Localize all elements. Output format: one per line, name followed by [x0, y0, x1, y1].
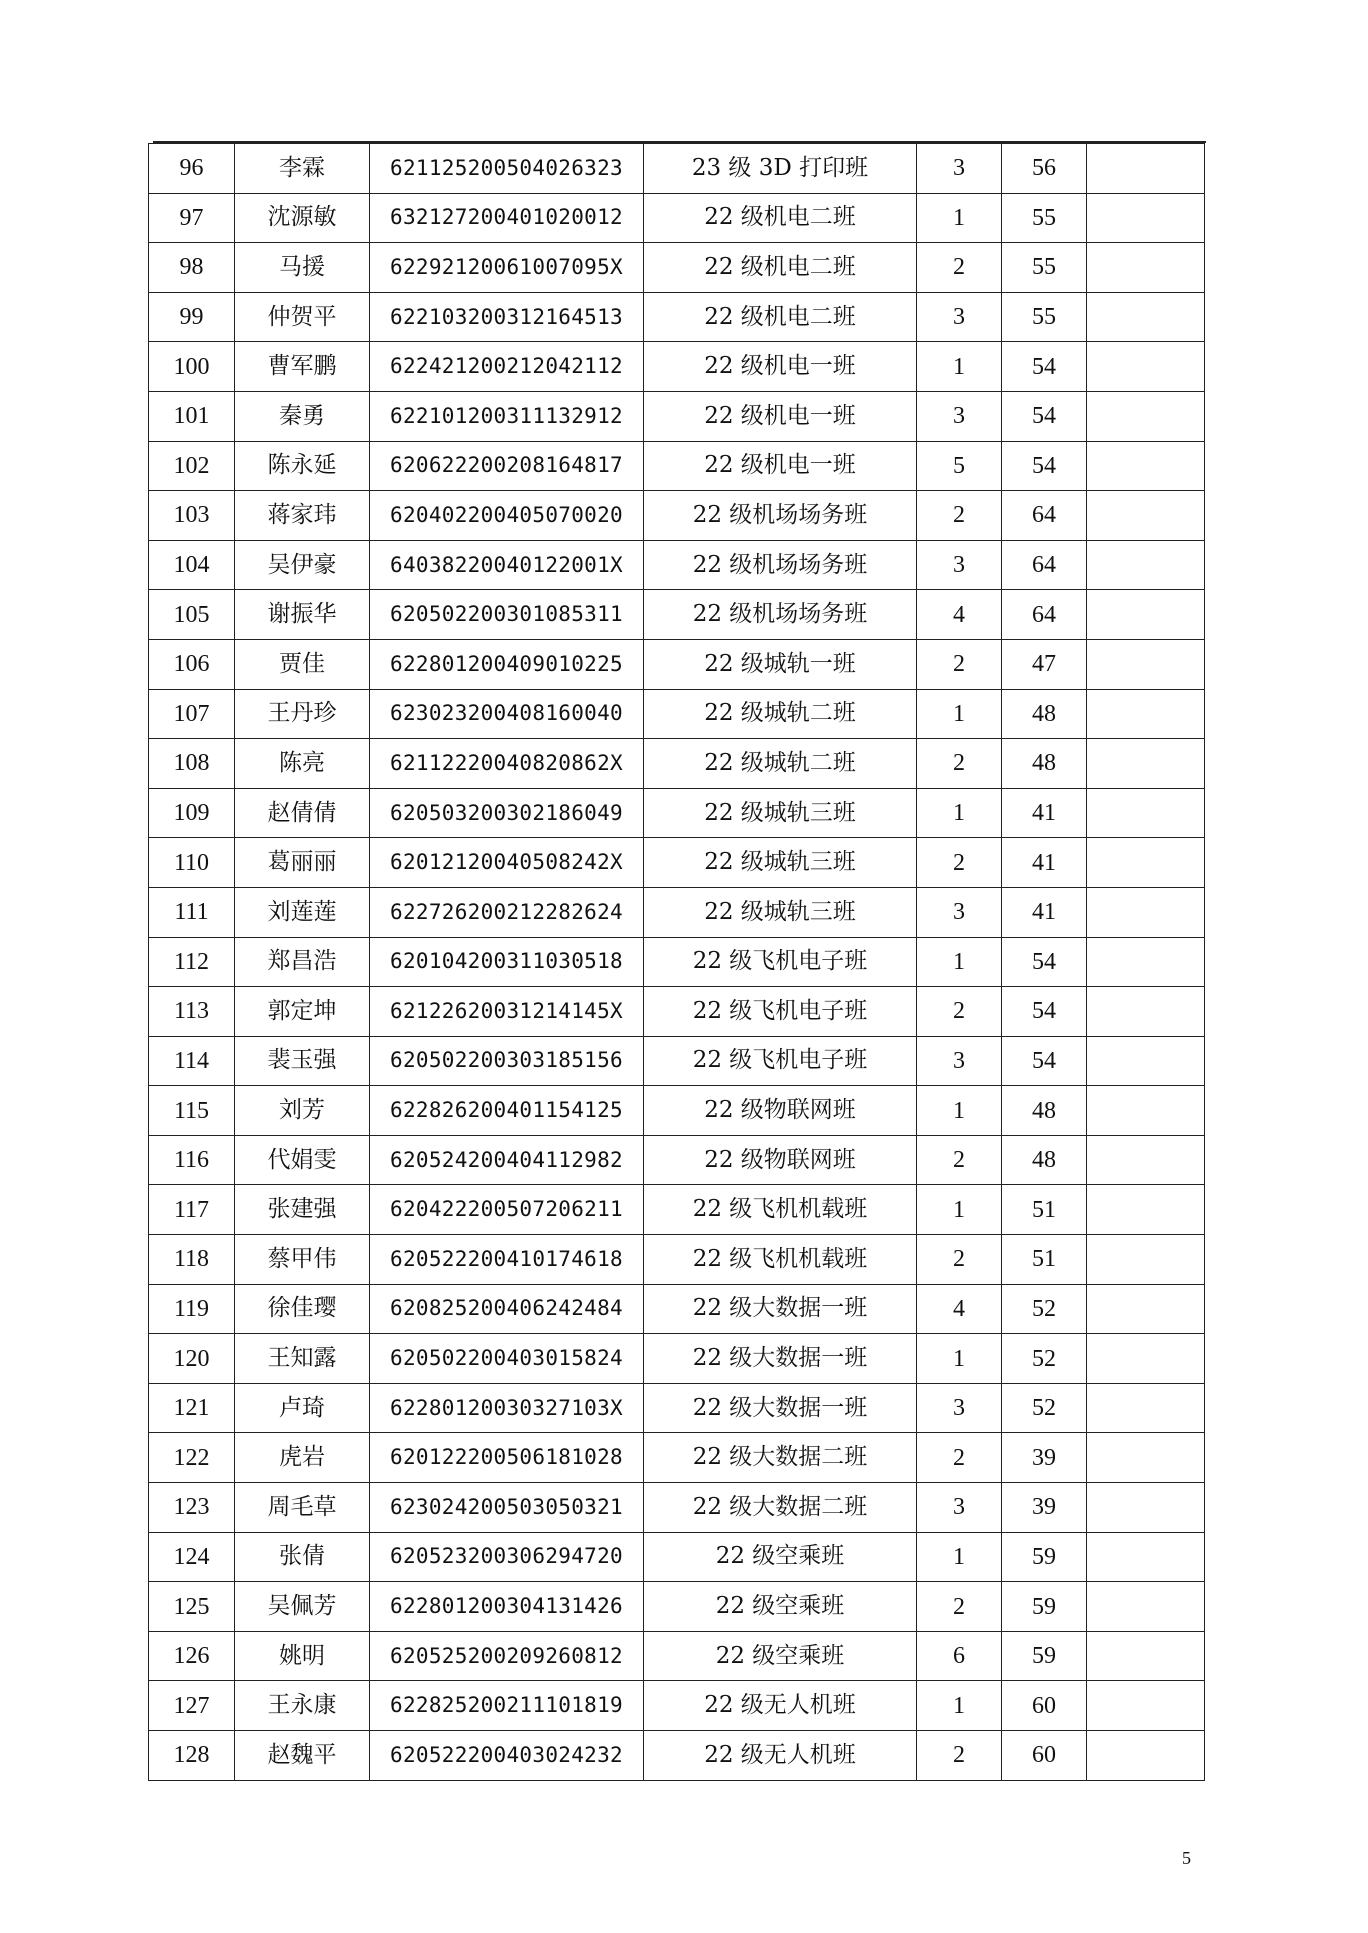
class-name-cell: 22 级机场场务班 [644, 491, 917, 541]
score-cell: 60 [1002, 1731, 1087, 1781]
remark-cell [1087, 1483, 1205, 1533]
table-row [149, 788, 1205, 838]
id-number-cell: 620522200403024232 [370, 1731, 644, 1781]
table-row [149, 193, 1205, 243]
table-row [149, 937, 1205, 987]
table-row [149, 441, 1205, 491]
score-cell: 48 [1002, 1135, 1087, 1185]
score-cell: 54 [1002, 391, 1087, 441]
class-name-cell: 22 级机场场务班 [644, 590, 917, 640]
row-number-cell: 122 [149, 1433, 235, 1483]
class-name-cell: 22 级大数据二班 [644, 1483, 917, 1533]
id-number-cell: 620524200404112982 [370, 1135, 644, 1185]
student-name-cell: 郭定坤 [235, 987, 370, 1037]
student-name-cell: 张倩 [235, 1532, 370, 1582]
table-row [149, 391, 1205, 441]
class-name-cell: 22 级空乘班 [644, 1631, 917, 1681]
student-name-cell: 王知露 [235, 1334, 370, 1384]
id-number-cell: 620522200410174618 [370, 1235, 644, 1285]
rank-cell: 2 [917, 838, 1002, 888]
score-cell: 52 [1002, 1383, 1087, 1433]
rank-cell: 3 [917, 540, 1002, 590]
score-cell: 39 [1002, 1483, 1087, 1533]
score-cell: 48 [1002, 739, 1087, 789]
class-name-cell: 22 级机电二班 [644, 292, 917, 342]
table-row [149, 1532, 1205, 1582]
rank-cell: 2 [917, 1433, 1002, 1483]
row-number-cell: 97 [149, 193, 235, 243]
class-name-cell: 22 级大数据二班 [644, 1433, 917, 1483]
table-row [149, 243, 1205, 293]
score-cell: 59 [1002, 1532, 1087, 1582]
score-cell: 51 [1002, 1185, 1087, 1235]
rank-cell: 3 [917, 1036, 1002, 1086]
student-name-cell: 卢琦 [235, 1383, 370, 1433]
remark-cell [1087, 391, 1205, 441]
remark-cell [1087, 1631, 1205, 1681]
rank-cell: 4 [917, 1284, 1002, 1334]
row-number-cell: 100 [149, 342, 235, 392]
class-name-cell: 22 级物联网班 [644, 1086, 917, 1136]
rank-cell: 1 [917, 342, 1002, 392]
id-number-cell: 622103200312164513 [370, 292, 644, 342]
class-name-cell: 22 级机电一班 [644, 391, 917, 441]
row-number-cell: 127 [149, 1681, 235, 1731]
rank-cell: 4 [917, 590, 1002, 640]
student-name-cell: 蔡甲伟 [235, 1235, 370, 1285]
remark-cell [1087, 243, 1205, 293]
table-row [149, 1433, 1205, 1483]
row-number-cell: 104 [149, 540, 235, 590]
student-name-cell: 贾佳 [235, 639, 370, 689]
row-number-cell: 102 [149, 441, 235, 491]
table-row [149, 1135, 1205, 1185]
student-name-cell: 陈永延 [235, 441, 370, 491]
row-number-cell: 106 [149, 639, 235, 689]
student-name-cell: 赵倩倩 [235, 788, 370, 838]
class-name-cell: 22 级城轨二班 [644, 739, 917, 789]
rank-cell: 2 [917, 739, 1002, 789]
student-name-cell: 曹军鹏 [235, 342, 370, 392]
rank-cell: 1 [917, 193, 1002, 243]
class-name-cell: 22 级大数据一班 [644, 1334, 917, 1384]
remark-cell [1087, 1185, 1205, 1235]
id-number-cell: 620525200209260812 [370, 1631, 644, 1681]
student-name-cell: 徐佳璎 [235, 1284, 370, 1334]
row-number-cell: 126 [149, 1631, 235, 1681]
student-name-cell: 赵魏平 [235, 1731, 370, 1781]
class-name-cell: 23 级 3D 打印班 [644, 144, 917, 194]
score-cell: 52 [1002, 1284, 1087, 1334]
row-number-cell: 111 [149, 887, 235, 937]
table-row [149, 689, 1205, 739]
score-cell: 59 [1002, 1582, 1087, 1632]
table-row [149, 739, 1205, 789]
remark-cell [1087, 689, 1205, 739]
remark-cell [1087, 1681, 1205, 1731]
student-name-cell: 吴佩芳 [235, 1582, 370, 1632]
rank-cell: 1 [917, 1086, 1002, 1136]
id-number-cell: 620825200406242484 [370, 1284, 644, 1334]
id-number-cell: 62122620031214145X [370, 987, 644, 1037]
table-row [149, 1284, 1205, 1334]
student-name-cell: 秦勇 [235, 391, 370, 441]
student-name-cell: 裴玉强 [235, 1036, 370, 1086]
id-number-cell: 622826200401154125 [370, 1086, 644, 1136]
class-name-cell: 22 级城轨二班 [644, 689, 917, 739]
rank-cell: 2 [917, 639, 1002, 689]
class-name-cell: 22 级空乘班 [644, 1532, 917, 1582]
remark-cell [1087, 887, 1205, 937]
student-name-cell: 吴伊豪 [235, 540, 370, 590]
row-number-cell: 121 [149, 1383, 235, 1433]
row-number-cell: 105 [149, 590, 235, 640]
rank-cell: 3 [917, 144, 1002, 194]
id-number-cell: 62280120030327103X [370, 1383, 644, 1433]
table-row [149, 1086, 1205, 1136]
student-name-cell: 王永康 [235, 1681, 370, 1731]
class-name-cell: 22 级无人机班 [644, 1681, 917, 1731]
row-number-cell: 118 [149, 1235, 235, 1285]
row-number-cell: 115 [149, 1086, 235, 1136]
class-name-cell: 22 级飞机机载班 [644, 1235, 917, 1285]
score-cell: 54 [1002, 1036, 1087, 1086]
table-row [149, 342, 1205, 392]
student-name-cell: 谢振华 [235, 590, 370, 640]
class-name-cell: 22 级飞机电子班 [644, 1036, 917, 1086]
table-row [149, 1483, 1205, 1533]
remark-cell [1087, 1135, 1205, 1185]
student-name-cell: 张建强 [235, 1185, 370, 1235]
class-name-cell: 22 级机电二班 [644, 243, 917, 293]
remark-cell [1087, 144, 1205, 194]
table-row [149, 1731, 1205, 1781]
row-number-cell: 108 [149, 739, 235, 789]
rank-cell: 6 [917, 1631, 1002, 1681]
score-cell: 55 [1002, 292, 1087, 342]
id-number-cell: 623023200408160040 [370, 689, 644, 739]
table-row [149, 838, 1205, 888]
row-number-cell: 103 [149, 491, 235, 541]
table-row [149, 144, 1205, 194]
id-number-cell: 632127200401020012 [370, 193, 644, 243]
table-row [149, 491, 1205, 541]
remark-cell [1087, 1235, 1205, 1285]
table-row [149, 1383, 1205, 1433]
score-cell: 41 [1002, 887, 1087, 937]
remark-cell [1087, 491, 1205, 541]
score-cell: 64 [1002, 540, 1087, 590]
table-row [149, 1631, 1205, 1681]
class-name-cell: 22 级大数据一班 [644, 1284, 917, 1334]
table-row [149, 590, 1205, 640]
rank-cell: 3 [917, 1383, 1002, 1433]
score-cell: 64 [1002, 491, 1087, 541]
student-name-cell: 蒋家玮 [235, 491, 370, 541]
rank-cell: 2 [917, 243, 1002, 293]
id-number-cell: 622726200212282624 [370, 887, 644, 937]
table-row [149, 1582, 1205, 1632]
page-number: 5 [1182, 1848, 1191, 1868]
row-number-cell: 99 [149, 292, 235, 342]
table-row [149, 1681, 1205, 1731]
table-row [149, 987, 1205, 1037]
row-number-cell: 113 [149, 987, 235, 1037]
rank-cell: 3 [917, 391, 1002, 441]
id-number-cell: 62112220040820862X [370, 739, 644, 789]
score-cell: 51 [1002, 1235, 1087, 1285]
score-cell: 54 [1002, 937, 1087, 987]
table-row [149, 887, 1205, 937]
student-name-cell: 刘莲莲 [235, 887, 370, 937]
score-cell: 55 [1002, 243, 1087, 293]
score-cell: 41 [1002, 788, 1087, 838]
id-number-cell: 620402200405070020 [370, 491, 644, 541]
id-number-cell: 62292120061007095X [370, 243, 644, 293]
remark-cell [1087, 1284, 1205, 1334]
class-name-cell: 22 级城轨一班 [644, 639, 917, 689]
rank-cell: 2 [917, 987, 1002, 1037]
student-name-cell: 刘芳 [235, 1086, 370, 1136]
remark-cell [1087, 1532, 1205, 1582]
class-name-cell: 22 级飞机机载班 [644, 1185, 917, 1235]
id-number-cell: 620502200403015824 [370, 1334, 644, 1384]
row-number-cell: 116 [149, 1135, 235, 1185]
remark-cell [1087, 838, 1205, 888]
remark-cell [1087, 292, 1205, 342]
student-name-cell: 马援 [235, 243, 370, 293]
table-row [149, 1036, 1205, 1086]
class-name-cell: 22 级无人机班 [644, 1731, 917, 1781]
rank-cell: 2 [917, 491, 1002, 541]
remark-cell [1087, 1582, 1205, 1632]
id-number-cell: 620503200302186049 [370, 788, 644, 838]
id-number-cell: 622801200304131426 [370, 1582, 644, 1632]
id-number-cell: 620104200311030518 [370, 937, 644, 987]
id-number-cell: 620523200306294720 [370, 1532, 644, 1582]
score-cell: 54 [1002, 342, 1087, 392]
score-cell: 48 [1002, 689, 1087, 739]
score-cell: 55 [1002, 193, 1087, 243]
id-number-cell: 620422200507206211 [370, 1185, 644, 1235]
class-name-cell: 22 级机场场务班 [644, 540, 917, 590]
id-number-cell: 620622200208164817 [370, 441, 644, 491]
class-name-cell: 22 级城轨三班 [644, 838, 917, 888]
row-number-cell: 98 [149, 243, 235, 293]
id-number-cell: 623024200503050321 [370, 1483, 644, 1533]
student-name-cell: 仲贺平 [235, 292, 370, 342]
row-number-cell: 112 [149, 937, 235, 987]
score-cell: 47 [1002, 639, 1087, 689]
remark-cell [1087, 1086, 1205, 1136]
class-name-cell: 22 级大数据一班 [644, 1383, 917, 1433]
class-name-cell: 22 级飞机电子班 [644, 987, 917, 1037]
remark-cell [1087, 540, 1205, 590]
remark-cell [1087, 193, 1205, 243]
roster-body [149, 144, 1205, 1781]
remark-cell [1087, 1731, 1205, 1781]
row-number-cell: 125 [149, 1582, 235, 1632]
row-number-cell: 109 [149, 788, 235, 838]
rank-cell: 3 [917, 292, 1002, 342]
student-name-cell: 李霖 [235, 144, 370, 194]
student-name-cell: 虎岩 [235, 1433, 370, 1483]
row-number-cell: 107 [149, 689, 235, 739]
rank-cell: 1 [917, 788, 1002, 838]
score-cell: 48 [1002, 1086, 1087, 1136]
remark-cell [1087, 987, 1205, 1037]
student-name-cell: 陈亮 [235, 739, 370, 789]
remark-cell [1087, 937, 1205, 987]
rank-cell: 1 [917, 1334, 1002, 1384]
row-number-cell: 114 [149, 1036, 235, 1086]
id-number-cell: 62012120040508242X [370, 838, 644, 888]
class-name-cell: 22 级城轨三班 [644, 788, 917, 838]
score-cell: 64 [1002, 590, 1087, 640]
row-number-cell: 124 [149, 1532, 235, 1582]
remark-cell [1087, 788, 1205, 838]
class-name-cell: 22 级机电一班 [644, 342, 917, 392]
remark-cell [1087, 1383, 1205, 1433]
rank-cell: 3 [917, 1483, 1002, 1533]
remark-cell [1087, 1036, 1205, 1086]
table-row [149, 1185, 1205, 1235]
rank-cell: 1 [917, 689, 1002, 739]
rank-cell: 2 [917, 1135, 1002, 1185]
remark-cell [1087, 1334, 1205, 1384]
row-number-cell: 101 [149, 391, 235, 441]
id-number-cell: 622825200211101819 [370, 1681, 644, 1731]
id-number-cell: 622801200409010225 [370, 639, 644, 689]
remark-cell [1087, 590, 1205, 640]
row-number-cell: 96 [149, 144, 235, 194]
student-name-cell: 代娟雯 [235, 1135, 370, 1185]
score-cell: 52 [1002, 1334, 1087, 1384]
rank-cell: 1 [917, 1532, 1002, 1582]
student-name-cell: 葛丽丽 [235, 838, 370, 888]
class-name-cell: 22 级机电一班 [644, 441, 917, 491]
id-number-cell: 620502200301085311 [370, 590, 644, 640]
id-number-cell: 620122200506181028 [370, 1433, 644, 1483]
row-number-cell: 128 [149, 1731, 235, 1781]
rank-cell: 3 [917, 887, 1002, 937]
row-number-cell: 119 [149, 1284, 235, 1334]
id-number-cell: 622101200311132912 [370, 391, 644, 441]
table-row [149, 292, 1205, 342]
row-number-cell: 120 [149, 1334, 235, 1384]
student-name-cell: 郑昌浩 [235, 937, 370, 987]
class-name-cell: 22 级机电二班 [644, 193, 917, 243]
student-name-cell: 沈源敏 [235, 193, 370, 243]
class-name-cell: 22 级城轨三班 [644, 887, 917, 937]
score-cell: 59 [1002, 1631, 1087, 1681]
table-row [149, 639, 1205, 689]
table-row [149, 540, 1205, 590]
rank-cell: 2 [917, 1731, 1002, 1781]
score-cell: 41 [1002, 838, 1087, 888]
id-number-cell: 622421200212042112 [370, 342, 644, 392]
rank-cell: 1 [917, 937, 1002, 987]
row-number-cell: 123 [149, 1483, 235, 1533]
class-name-cell: 22 级物联网班 [644, 1135, 917, 1185]
row-number-cell: 117 [149, 1185, 235, 1235]
table-row [149, 1235, 1205, 1285]
class-name-cell: 22 级飞机电子班 [644, 937, 917, 987]
remark-cell [1087, 441, 1205, 491]
remark-cell [1087, 342, 1205, 392]
score-cell: 54 [1002, 441, 1087, 491]
id-number-cell: 620502200303185156 [370, 1036, 644, 1086]
remark-cell [1087, 639, 1205, 689]
score-cell: 39 [1002, 1433, 1087, 1483]
rank-cell: 1 [917, 1185, 1002, 1235]
rank-cell: 1 [917, 1681, 1002, 1731]
score-cell: 54 [1002, 987, 1087, 1037]
score-cell: 56 [1002, 144, 1087, 194]
rank-cell: 2 [917, 1582, 1002, 1632]
student-name-cell: 姚明 [235, 1631, 370, 1681]
rank-cell: 5 [917, 441, 1002, 491]
class-name-cell: 22 级空乘班 [644, 1582, 917, 1632]
score-cell: 60 [1002, 1681, 1087, 1731]
remark-cell [1087, 1433, 1205, 1483]
rank-cell: 2 [917, 1235, 1002, 1285]
row-number-cell: 110 [149, 838, 235, 888]
id-number-cell: 64038220040122001X [370, 540, 644, 590]
student-name-cell: 王丹珍 [235, 689, 370, 739]
student-roster-table [148, 143, 1205, 1781]
remark-cell [1087, 739, 1205, 789]
table-row [149, 1334, 1205, 1384]
student-name-cell: 周毛草 [235, 1483, 370, 1533]
id-number-cell: 621125200504026323 [370, 144, 644, 194]
